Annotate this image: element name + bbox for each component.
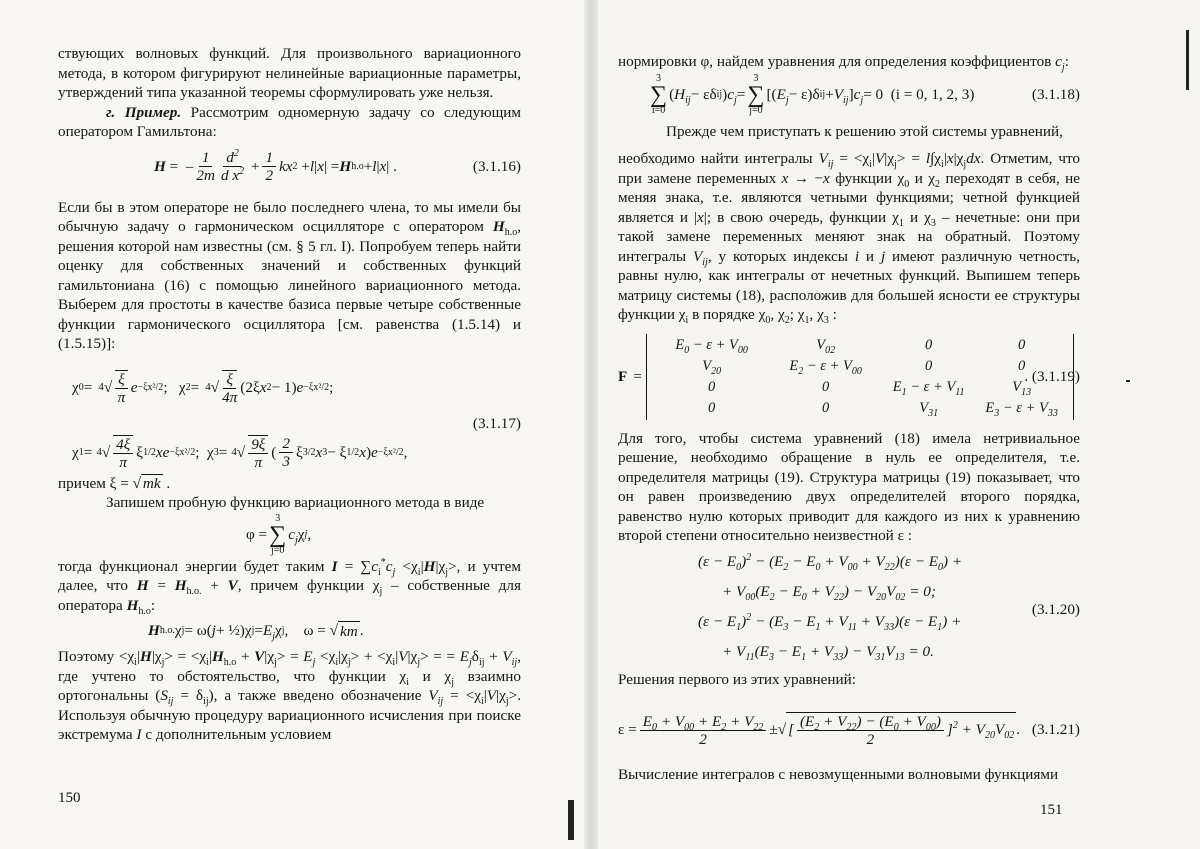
- equation-3-1-20: $(\varepsilon - E_0)^2 - (E_2 - E_0 + V_{00} + V_{22})(\varepsilon - E_0)$ + + $V_{00}(E_2 - E_0 + V_{22}) - V_{20}V_{02} = 0$; $(\varepsilon - E_1)^2 - (E_3 - E_1 + V_{11} + V_{33})(\varepsilon - E_1)$ + + $V_{11}(E_3 - E_1 + V_{33}) - V_{31}V_{13} = 0$. (3.1.20): [698, 551, 1080, 663]
- therefore-paragraph: Поэтому $<\chi_i|H|\chi_j> = <\chi_i|H_{h.o} + V|\chi_j> = E_j <\chi_i|\chi_j> + <\chi_i|V|\chi_j>$ = = $E_j\delta_{ij} + V_{ij}$, где учтено то обстоятельство, что функции $\chi_i$ и $\chi_j$ взаимно ортогональны $(S_{ij} = \delta_{ij})$, а также введено обозначение $V_{ij} = <\chi_i|V|\chi_j>$. Используя обычную процедуру вариационного исчисления при поиске экстремума I с дополнительным условием: [58, 648, 522, 743]
- example-paragraph: г. Пример. Рассмотрим одномерную задачу со следующим оператором Гамильтона:: [58, 103, 522, 140]
- equation-3-1-18: 3 ∑ i=0 ( $H_{ij}$ − εδ ij ) $c_j$ = 3 ∑ j=0 [( $E_j$ − ε)δ ij + $V_{ij}$ ] $c_j$ = 0 (i = 0, 1, 2, 3) (3.1.18): [650, 72, 1080, 116]
- before-solving-line: Прежде чем приступать к решению этой системы уравнений,: [666, 122, 1063, 140]
- right-page-text: [618, 52, 1080, 785]
- eigen-equation: H h.o. χ j = ω( j + ½)χ j = $E_j$ χ j , ω = √ km .: [148, 622, 364, 643]
- xi-definition: причем ξ = √ mk .: [58, 474, 171, 492]
- example-label: г. Пример.: [106, 103, 182, 121]
- equation-number: (3.1.18): [1031, 85, 1080, 103]
- equation-3-1-17-number-row: [58, 414, 521, 432]
- page-number-left: 150: [58, 790, 81, 806]
- equation-3-1-17-row-2: χ 1 = 4 √ $\frac{4\xi}{\pi}$ ξ 1/2 xe −ξx²/2 ; χ 3 = 4 √ $\frac{9\xi}{\pi}$ ( $\frac{2}{3}$ ξ 3/2 x 3 − ξ 1/2 x ) e −ξx²/2 ,: [72, 435, 408, 471]
- matrix-f: $E_0 - \varepsilon + V_{00}$ $V_{02}$ 0 0 $V_{20}$ $E_2 - \varepsilon + V_{00}$ 0 0 0 0 $E_1 - \varepsilon + V_{11}$ $V_{13}$ 0 0 $V_{31}$ $E_3 - \varepsilon + V_{33}$: [646, 334, 1074, 420]
- paragraph-1: ствующих волновых функций. Для произвольного вариационного метода, в котором фигурируют нелинейные вариационные параметры, утверждений типа указанной теоремы сформулировать уже нельзя.: [58, 45, 521, 101]
- page-number-right: 151: [1040, 802, 1063, 818]
- scan-gutter-mark: [568, 800, 574, 840]
- equation-3-1-19: F = $E_0 - \varepsilon + V_{00}$ $V_{02}$ 0 0 $V_{20}$ $E_2 - \varepsilon + V_{00}$ 0 0 0 0 $E_1 - \varepsilon + V_{11}$ $V_{13}$ 0 0 $V_{31}$ $E_3 - \varepsilon + V_{33}$ . (3.1.19): [618, 331, 1080, 423]
- equation-number: (3.1.17): [472, 414, 521, 432]
- book-gutter: [584, 0, 598, 849]
- scan-edge-mark: [1186, 30, 1189, 90]
- trial-function-equation: φ = 3 ∑ j=0 $c_j$ χ j ,: [246, 512, 312, 556]
- solutions-line: Решения первого из этих уравнений:: [618, 670, 856, 688]
- equation-number: (3.1.16): [472, 157, 521, 175]
- energy-functional-paragraph: тогда функционал энергии будет таким $I = \sum c_i^*c_j <\chi_i|H|\chi_j>$, и учтем далее, что $H = H_{h.o.} + V$, причем функции $\chi_j$ – собственные для оператора $H_{h.o}$:: [58, 556, 522, 617]
- equation-3-1-17-row-1: χ 0 = 4 √ $\frac{\xi}{\pi}$ e −ξx²/2 ; χ 2 = 4 √ $\frac{\xi}{4\pi}$ (2ξ x 2 − 1) e −ξx²/2 ;: [72, 370, 334, 406]
- left-page-text: [58, 44, 521, 745]
- paragraph-2: Если бы в этом операторе не было последнего члена, то мы имели бы обычную задачу о гармоническом осцилляторе с оператором $H_{h.o}$, решения которой нам известны (см. § 5 гл. I). Попробуем теперь найти оценку для собственных значений и собственных функций гамильтониана (16) с помощью линейного вариационного метода. Выберем для простоты в качестве базиса первые четыре собственные функции гармонического осциллятора [см. равенства (1.5.14) и (1.5.15)]:: [58, 198, 522, 352]
- scan-dot-mark: [1126, 380, 1130, 382]
- equation-3-1-21: ε = $\frac{E_0 + V_{00} + E_2 + V_{22}}{2}$ ±√ [ $\frac{(E_2 + V_{22}) - (E_0 + V_{00})}{2}$ ]$^2 + V_{20}V_{02}$ . (3.1.21): [618, 712, 1080, 748]
- equation-number: (3.1.21): [1031, 721, 1080, 739]
- equation-number: (3.1.20): [1031, 600, 1080, 618]
- equation-3-1-16: H = – $\frac{1}{2m}$ $\frac{d^2}{d x^2}$ + $\frac{1}{2}$ kx 2 + l | x | = H h.o + l | x | . (3.1.16): [154, 147, 521, 184]
- integrals-paragraph: необходимо найти интегралы $V_{ij} = <\chi_i|V|\chi_j> = l\int\chi_i|x|\chi_jdx$. Отметим, что при замене переменных x → −x функции $\chi_0$ и $\chi_2$ переходят в себя, не меняя знака, т.е. являются четными функциями; четной функцией является и |x|; в свою очередь, функции $\chi_1$ и $\chi_3$ – нечетные: они при такой замене переменных меняют знак на обратный. Поэтому интегралы $V_{ij}$, у которых индексы i и j имеют различную четность, равны нулю, как интегралы от нечетных функций. Выпишем теперь матрицу системы (18), расположив для большей ясности ее структуры функции $\chi_i$ в порядке $\chi_0$, $\chi_2$; $\chi_1$, $\chi_3$ :: [618, 150, 1081, 327]
- normalization-line: нормировки φ, найдем уравнения для определения коэффициентов $c_j$:: [618, 53, 1069, 74]
- trial-function-text: Запишем пробную функцию вариационного метода в виде: [106, 494, 485, 511]
- equation-number: . (3.1.19): [1024, 367, 1080, 385]
- final-line: Вычисление интегралов с невозмущенными волновыми функциями: [618, 766, 1059, 783]
- nontrivial-paragraph: Для того, чтобы система уравнений (18) имела нетривиальное решение, необходимо обращение в нуль ее определителя, т.е. определителя матрицы (19). Структура матрицы (19) показывает, что он равен произведению двух определителей второго порядка, равенство нулю которых приводит для каждого из них к уравнению второй степени относительно неизвестной ε :: [618, 429, 1080, 544]
